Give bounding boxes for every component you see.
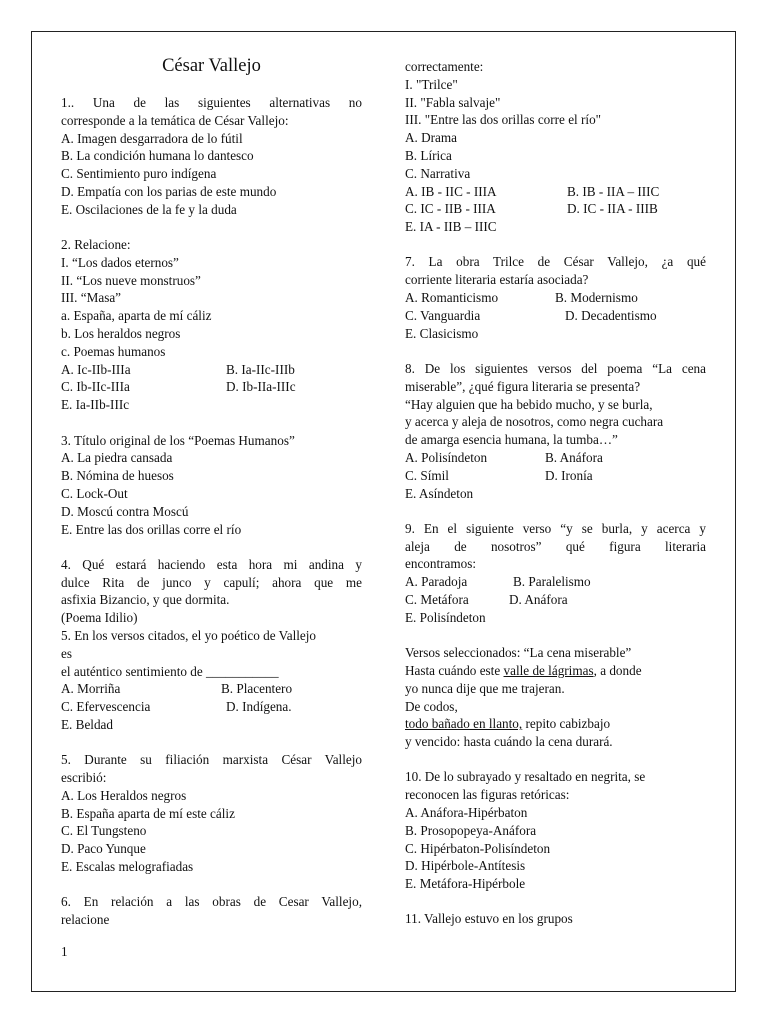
option-row [405,449,706,467]
item-ii: II. "Fabla salvaje" [405,94,501,110]
question-stem: 11. Vallejo estuvo en los grupos [405,911,573,927]
verse-line: yo nunca dije que me trajeran. [405,680,565,696]
verse-text: , a donde [593,662,642,678]
option-e: E. Escalas melografiadas [61,859,194,875]
option-e: E. Polisíndeton [405,609,486,625]
option-row [61,378,362,396]
option-c: C. Vanguardia [405,307,481,323]
option-c: C. Sentimiento puro indígena [61,166,217,182]
item-iii: III. “Masa” [61,290,122,306]
question-stem: 6. En relación a las obras de Cesar Vallejo, [61,894,362,910]
question-stem: 10. De lo subrayado y resaltado en negrita, se [405,769,646,785]
option-a: A. Los Heraldos negros [61,787,187,803]
option-d: D. Empatía con los parias de este mundo [61,183,277,199]
verses-heading: Versos seleccionados: “La cena miserable” [405,645,632,661]
quoted-verse: de amarga esencia humana, la tumba…” [405,432,618,448]
underlined-phrase: valle de lágrimas [503,662,594,678]
option-a: A. Romanticismo [405,290,499,306]
item-ii: II. “Los nueve monstruos” [61,272,201,288]
question-5b [61,751,362,876]
quoted-verse: “Hay alguien que ha bebido mucho, y se burla, [405,396,653,412]
question-4 [61,556,362,627]
option-c: C. Efervescencia [61,699,151,715]
question-stem: 8. De los siguientes versos del poema “La cena [405,360,706,376]
option-d: D. IC - IIA - IIIB [567,201,658,217]
question-stem: es [61,645,72,661]
verse-line [405,662,706,680]
option-row [405,307,706,325]
option-row [405,573,706,591]
verse-line: y vencido: hasta cuándo la cena durará. [405,734,613,750]
quoted-verse: y acerca y aleja de nosotros, como negra cuchara [405,414,664,430]
option-d: D. Moscú contra Moscú [61,503,189,519]
question-stem: dulce Rita de junco y capulí; ahora que me [61,574,362,590]
option-d: D. Ib-IIa-IIIc [226,379,296,395]
question-6-continued [405,58,706,236]
page-title: César Vallejo [162,56,261,76]
question-stem: 3. Título original de los “Poemas Humanos” [61,432,295,448]
option-row [405,183,706,201]
option-e: E. Ia-IIb-IIIc [61,397,130,413]
option-a: A. Polisíndeton [405,449,488,465]
option-b: B. España aparta de mí este cáliz [61,805,235,821]
option-d: D. Hipérbole-Antítesis [405,858,526,874]
option-d: D. Paco Yunque [61,841,146,857]
item-i: I. “Los dados eternos” [61,254,179,270]
question-stem: encontramos: [405,556,477,572]
option-b: B. Placentero [221,681,293,697]
question-stem: corresponde a la temática de César Vallejo: [61,112,289,128]
option-d: D. Anáfora [509,592,568,608]
option-a: A. IB - IIC - IIIA [405,183,497,199]
option-e: E. Metáfora-Hipérbole [405,876,526,892]
option-b: B. Paralelismo [513,574,591,590]
verse-line: De codos, [405,698,458,714]
option-a: A. Anáfora-Hipérbaton [405,804,528,820]
question-stem: 5. En los versos citados, el yo poético de Vallejo [61,628,317,644]
option-c: C. El Tungsteno [61,823,147,839]
question-stem: 7. La obra Trilce de César Vallejo, ¿a qué [405,254,706,270]
option-b: B. Ia-IIc-IIIb [226,361,295,377]
option-a: A. Morriña [61,681,121,697]
question-6 [61,893,362,929]
item-a: a. España, aparta de mí cáliz [61,308,212,324]
option-row [61,698,362,716]
option-c: C. Lock-Out [61,485,128,501]
question-5 [61,627,362,734]
option-e: E. Beldad [61,717,114,732]
right-column [405,58,706,928]
question-stem: aleja de nosotros” qué figura literaria [405,538,706,554]
option-d: D. Ironía [545,467,593,483]
underlined-phrase: todo bañado en llanto, [405,716,523,732]
item-c: C. Narrativa [405,165,471,181]
verse-text: Hasta cuándo este [405,662,504,678]
option-e: E. Clasicismo [405,325,479,341]
question-stem: 1.. Una de las siguientes alternativas no [61,95,362,110]
question-stem: 4. Qué estará haciendo esta hora mi andina y [61,556,362,572]
question-9 [405,520,706,627]
option-e: E. Asíndeton [405,485,474,501]
option-e: E. IA - IIB – IIIC [405,219,497,235]
question-stem: 5. Durante su filiación marxista César Vallejo [61,752,362,768]
item-a: A. Drama [405,130,457,146]
question-stem: miserable”, ¿qué figura literaria se presenta? [405,378,641,394]
item-i: I. "Trilce" [405,76,458,92]
option-a: A. Imagen desgarradora de lo fútil [61,130,243,146]
option-row [405,289,706,307]
question-stem: asfixia Bizancio, y que dormita. [61,592,230,608]
option-e: E. Oscilaciones de la fe y la duda [61,201,237,217]
question-stem: corriente literaria estaría asociada? [405,272,589,288]
option-c: C. Hipérbaton-Polisíndeton [405,840,551,856]
question-10 [405,768,706,893]
question-stem: 9. En el siguiente verso “y se burla, y acerca y [405,520,706,536]
question-2 [61,236,362,414]
question-stem: 2. Relacione: [61,237,131,253]
question-11 [405,910,706,928]
item-b: B. Lírica [405,147,452,163]
option-b: B. Anáfora [545,449,603,465]
option-d: D. Indígena. [226,699,292,715]
option-a: A. La piedra cansada [61,450,173,466]
question-7 [405,253,706,342]
option-row [405,467,706,485]
option-row [61,680,362,698]
option-d: D. Decadentismo [565,307,657,323]
option-b: B. Modernismo [555,290,638,306]
option-c: C. IC - IIB - IIIA [405,201,496,217]
poem-source: (Poema Idilio) [61,610,138,626]
option-b: B. Prosopopeya-Anáfora [405,822,537,838]
option-b: B. Nómina de huesos [61,468,174,484]
option-e: E. Entre las dos orillas corre el río [61,521,242,537]
verse-text: repito cabizbajo [522,716,611,732]
question-1 [61,94,362,219]
option-row [61,361,362,379]
question-stem: relacione [61,912,110,928]
selected-verses [405,644,706,751]
question-8 [405,360,706,502]
option-b: B. IB - IIA – IIIC [567,183,660,199]
verse-line [405,715,706,733]
page-number: 1 [61,944,68,959]
option-a: A. Paradoja [405,574,468,590]
question-stem: correctamente: [405,59,484,74]
item-b: b. Los heraldos negros [61,326,181,342]
item-c: c. Poemas humanos [61,343,166,359]
option-a: A. Ic-IIb-IIIa [61,361,131,377]
option-row [405,591,706,609]
question-stem: escribió: [61,770,107,786]
option-c: C. Ib-IIc-IIIa [61,379,130,395]
question-stem: el auténtico sentimiento de ___________ [61,663,279,679]
option-b: B. La condición humana lo dantesco [61,148,254,164]
item-iii: III. "Entre las dos orillas corre el río" [405,112,602,128]
option-c: C. Metáfora [405,592,469,608]
question-stem: reconocen las figuras retóricas: [405,787,570,803]
option-c: C. Símil [405,467,449,483]
question-3 [61,432,362,539]
left-column [61,54,362,929]
option-row [405,200,706,218]
